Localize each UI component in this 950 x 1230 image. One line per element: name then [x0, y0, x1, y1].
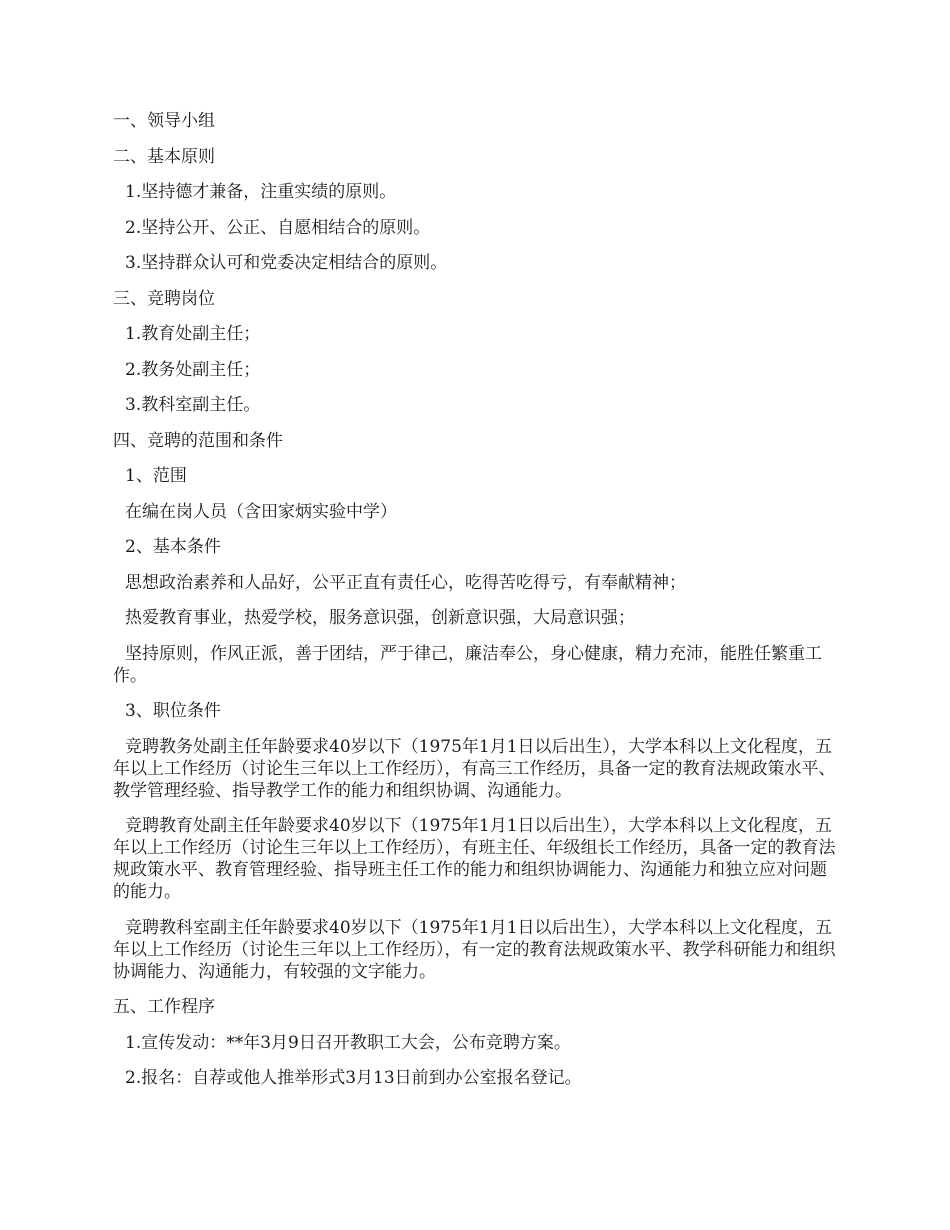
position-condition-paragraph: 竞聘教育处副主任年龄要求40岁以下（1975年1月1日以后出生），大学本科以上文化程度，五年以上工作经历（讨论生三年以上工作经历），有班主任、年级组长工作经历，具备一定的教育法规政策水平、教育管理经验、指导班主任工作的能力和组织协调能力、沟通能力和独立应对问题的能力。 [113, 816, 836, 902]
position-item: 2.教务处副主任； [125, 359, 261, 380]
subheading-basic-conditions: 2、基本条件 [125, 537, 221, 557]
heading-positions: 三、竞聘岗位 [113, 288, 215, 309]
procedure-item: 1.宣传发动：**年3月9日召开教职工大会，公布竞聘方案。 [125, 1032, 571, 1053]
heading-leadership-group: 一、领导小组 [113, 111, 215, 131]
principle-item: 1.坚持德才兼备，注重实绩的原则。 [125, 182, 397, 202]
procedure-item: 2.报名：自荐或他人推举形式3月13日前到办公室报名登记。 [125, 1068, 582, 1088]
subheading-scope: 1、范围 [125, 466, 187, 486]
principle-item: 2.坚持公开、公正、自愿相结合的原则。 [125, 217, 431, 238]
condition-paragraph: 思想政治素养和人品好，公平正直有责任心，吃得苦吃得亏，有奉献精神； [125, 572, 686, 593]
condition-paragraph: 热爱教育事业，热爱学校，服务意识强，创新意识强，大局意识强； [125, 608, 635, 628]
heading-work-procedure: 五、工作程序 [113, 997, 215, 1017]
position-condition-paragraph: 竞聘教务处副主任年龄要求40岁以下（1975年1月1日以后出生），大学本科以上文化程度，五年以上工作经历（讨论生三年以上工作经历），有高三工作经历，具备一定的教育法规政策水平、教学管理经验、指导教学工作的能力和组织协调、沟通能力。 [113, 736, 836, 801]
position-condition-paragraph: 竞聘教科室副主任年龄要求40岁以下（1975年1月1日以后出生），大学本科以上文化程度，五年以上工作经历（讨论生三年以上工作经历），有一定的教育法规政策水平、教学科研能力和组织协调能力、沟通能力，有较强的文字能力。 [113, 917, 836, 982]
principle-item: 3.坚持群众认可和党委决定相结合的原则。 [125, 253, 448, 273]
condition-paragraph: 坚持原则，作风正派，善于团结，严于律己，廉洁奉公，身心健康，精力充沛，能胜任繁重工作。 [113, 643, 822, 686]
heading-scope-conditions: 四、竞聘的范围和条件 [113, 430, 283, 451]
heading-basic-principles: 二、基本原则 [113, 146, 215, 167]
position-item: 1.教育处副主任； [125, 324, 261, 344]
position-item: 3.教科室副主任。 [125, 395, 261, 415]
scope-text: 在编在岗人员（含田家炳实验中学） [125, 501, 397, 522]
subheading-position-conditions: 3、职位条件 [125, 701, 221, 721]
document-body [113, 110, 843, 1103]
